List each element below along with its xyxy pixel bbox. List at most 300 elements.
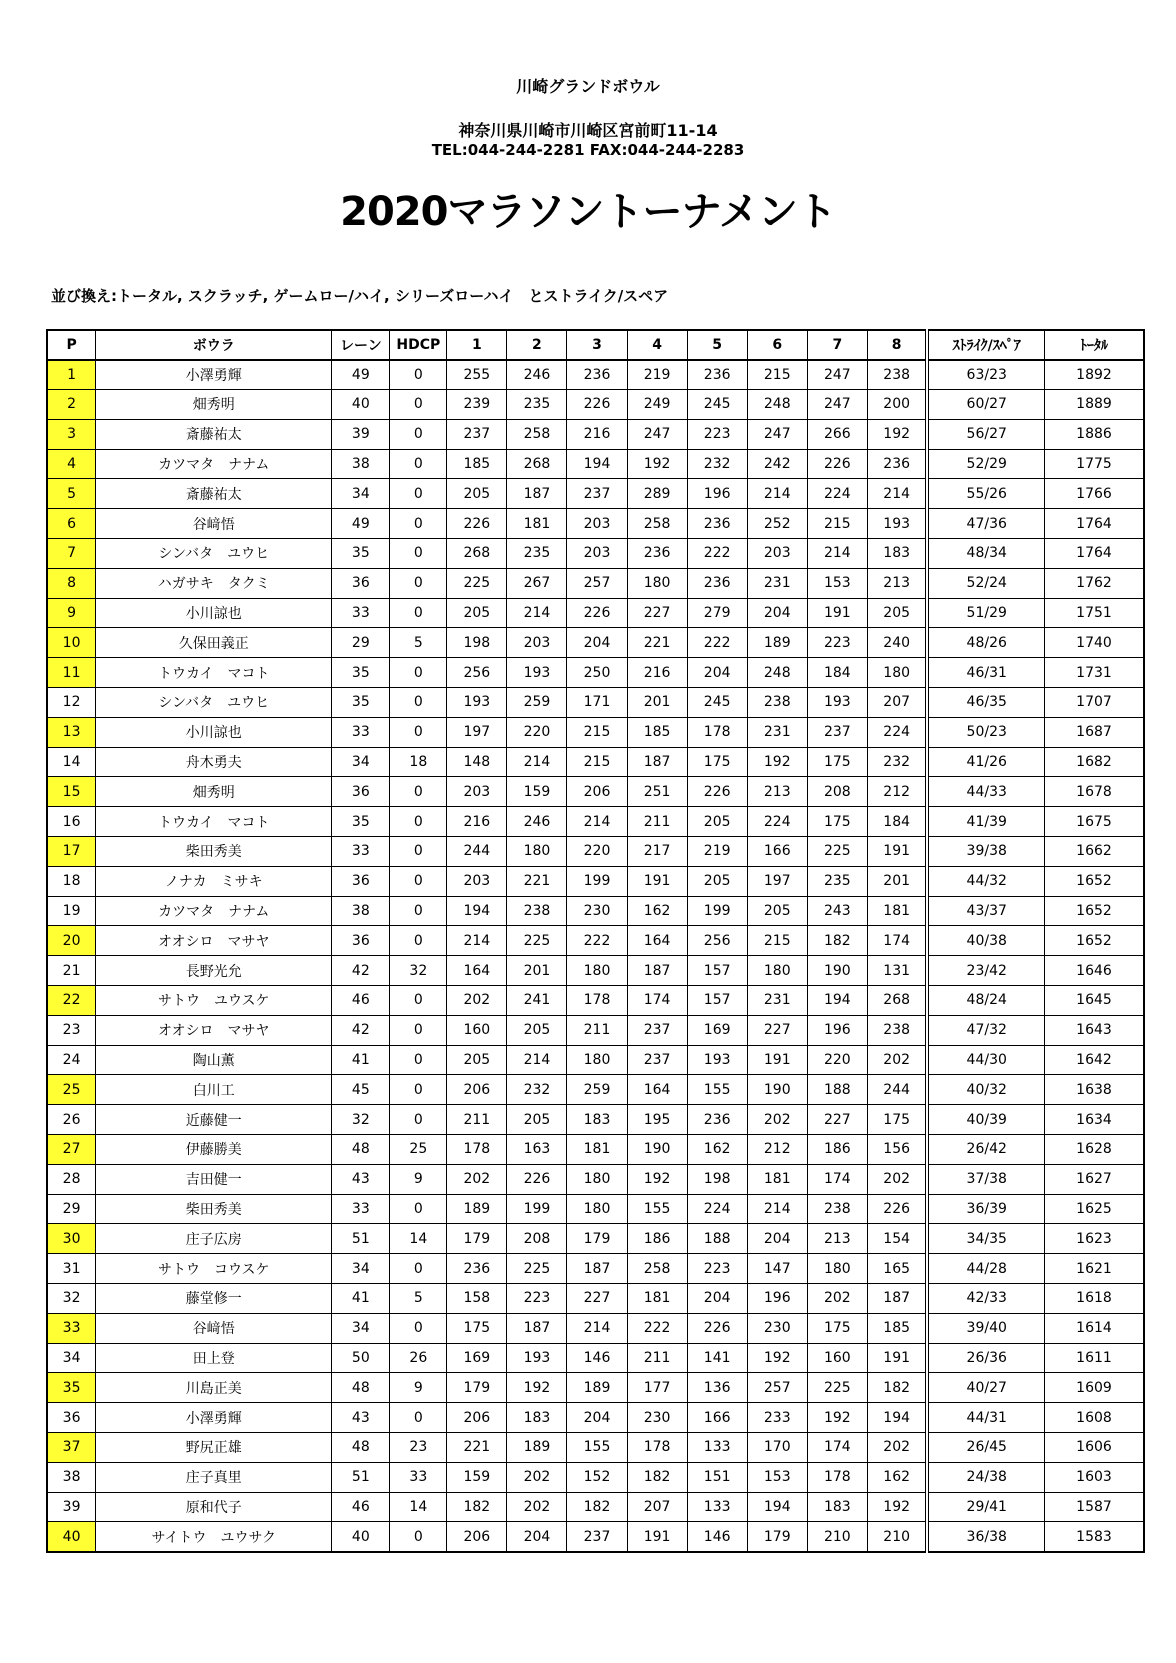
strike-spare-cell: 37/38: [927, 1164, 1044, 1194]
total-cell: 1740: [1044, 628, 1144, 658]
game-8-cell: 181: [867, 896, 927, 926]
game-8-cell: 244: [867, 1075, 927, 1105]
game-1-cell: 206: [447, 1522, 507, 1552]
game-3-cell: 203: [567, 539, 627, 569]
position-cell: 1: [47, 360, 96, 390]
game-2-cell: 203: [507, 628, 567, 658]
hdcp-cell: 0: [390, 1522, 447, 1552]
game-5-cell: 279: [687, 598, 747, 628]
game-5-cell: 222: [687, 628, 747, 658]
game-3-cell: 194: [567, 449, 627, 479]
game-7-cell: 227: [807, 1105, 867, 1135]
game-2-cell: 220: [507, 717, 567, 747]
lane-cell: 51: [332, 1462, 390, 1492]
game-3-cell: 215: [567, 747, 627, 777]
bowler-name-cell: 野尻正雄: [96, 1432, 332, 1462]
game-2-cell: 202: [507, 1462, 567, 1492]
game-7-cell: 237: [807, 717, 867, 747]
game-8-cell: 202: [867, 1432, 927, 1462]
game-6-cell: 191: [747, 1045, 807, 1075]
game-4-cell: 217: [627, 837, 687, 867]
game-2-cell: 214: [507, 747, 567, 777]
game-2-cell: 214: [507, 1045, 567, 1075]
total-cell: 1628: [1044, 1135, 1144, 1165]
total-cell: 1682: [1044, 747, 1144, 777]
game-1-cell: 179: [447, 1373, 507, 1403]
bowler-name-cell: ハガサキ タクミ: [96, 568, 332, 598]
table-row: [47, 1015, 1144, 1045]
bowler-name-cell: 川島正美: [96, 1373, 332, 1403]
strike-spare-cell: 50/23: [927, 717, 1044, 747]
position-cell: 39: [47, 1492, 96, 1522]
game-4-cell: 187: [627, 956, 687, 986]
game-3-cell: 227: [567, 1284, 627, 1314]
lane-cell: 40: [332, 1522, 390, 1552]
game-1-cell: 237: [447, 419, 507, 449]
strike-spare-cell: 47/36: [927, 509, 1044, 539]
strike-spare-cell: 41/39: [927, 807, 1044, 837]
game-4-cell: 181: [627, 1284, 687, 1314]
bowler-name-cell: 近藤健一: [96, 1105, 332, 1135]
bowler-name-cell: 藤堂修一: [96, 1284, 332, 1314]
game-8-cell: 175: [867, 1105, 927, 1135]
game-8-cell: 185: [867, 1313, 927, 1343]
game-2-cell: 235: [507, 390, 567, 420]
game-1-cell: 256: [447, 658, 507, 688]
position-cell: 16: [47, 807, 96, 837]
hdcp-cell: 0: [390, 449, 447, 479]
position-cell: 10: [47, 628, 96, 658]
strike-spare-cell: 48/26: [927, 628, 1044, 658]
strike-spare-cell: 47/32: [927, 1015, 1044, 1045]
game-8-cell: 212: [867, 777, 927, 807]
game-3-cell: 216: [567, 419, 627, 449]
position-cell: 40: [47, 1522, 96, 1552]
game-5-cell: 151: [687, 1462, 747, 1492]
game-7-cell: 175: [807, 807, 867, 837]
lane-cell: 35: [332, 658, 390, 688]
game-5-cell: 162: [687, 1135, 747, 1165]
game-2-cell: 223: [507, 1284, 567, 1314]
position-cell: 29: [47, 1194, 96, 1224]
game-7-cell: 184: [807, 658, 867, 688]
game-7-cell: 192: [807, 1403, 867, 1433]
position-cell: 19: [47, 896, 96, 926]
game-8-cell: 183: [867, 539, 927, 569]
game-1-cell: 214: [447, 926, 507, 956]
bowler-name-cell: 谷﨑悟: [96, 509, 332, 539]
game-8-cell: 202: [867, 1045, 927, 1075]
game-3-cell: 236: [567, 360, 627, 390]
game-7-cell: 225: [807, 1373, 867, 1403]
total-cell: 1587: [1044, 1492, 1144, 1522]
game-7-cell: 160: [807, 1343, 867, 1373]
game-3-cell: 178: [567, 986, 627, 1016]
bowler-name-cell: 原和代子: [96, 1492, 332, 1522]
game-3-cell: 182: [567, 1492, 627, 1522]
game-8-cell: 131: [867, 956, 927, 986]
game-5-cell: 224: [687, 1194, 747, 1224]
game-5-cell: 166: [687, 1403, 747, 1433]
table-row: [47, 1462, 1144, 1492]
game-6-cell: 214: [747, 1194, 807, 1224]
col-header-lane: レーン: [332, 330, 390, 360]
game-1-cell: 160: [447, 1015, 507, 1045]
game-5-cell: 226: [687, 777, 747, 807]
game-2-cell: 238: [507, 896, 567, 926]
game-8-cell: 236: [867, 449, 927, 479]
game-6-cell: 238: [747, 688, 807, 718]
strike-spare-cell: 36/39: [927, 1194, 1044, 1224]
position-cell: 26: [47, 1105, 96, 1135]
game-8-cell: 232: [867, 747, 927, 777]
bowler-name-cell: サトウ ユウスケ: [96, 986, 332, 1016]
game-2-cell: 199: [507, 1194, 567, 1224]
table-row: [47, 479, 1144, 509]
position-cell: 15: [47, 777, 96, 807]
game-5-cell: 223: [687, 1254, 747, 1284]
position-cell: 37: [47, 1432, 96, 1462]
game-4-cell: 236: [627, 539, 687, 569]
game-2-cell: 192: [507, 1373, 567, 1403]
game-6-cell: 196: [747, 1284, 807, 1314]
game-2-cell: 258: [507, 419, 567, 449]
game-3-cell: 155: [567, 1432, 627, 1462]
lane-cell: 40: [332, 390, 390, 420]
table-row: [47, 956, 1144, 986]
game-4-cell: 187: [627, 747, 687, 777]
game-1-cell: 193: [447, 688, 507, 718]
total-cell: 1892: [1044, 360, 1144, 390]
lane-cell: 34: [332, 479, 390, 509]
lane-cell: 48: [332, 1373, 390, 1403]
game-2-cell: 226: [507, 1164, 567, 1194]
game-6-cell: 192: [747, 747, 807, 777]
game-6-cell: 247: [747, 419, 807, 449]
game-8-cell: 184: [867, 807, 927, 837]
game-6-cell: 248: [747, 658, 807, 688]
game-2-cell: 201: [507, 956, 567, 986]
lane-cell: 49: [332, 509, 390, 539]
game-8-cell: 154: [867, 1224, 927, 1254]
col-header-game-1: 1: [447, 330, 507, 360]
table-row: [47, 777, 1144, 807]
bowler-name-cell: 小澤勇輝: [96, 1403, 332, 1433]
total-cell: 1634: [1044, 1105, 1144, 1135]
game-1-cell: 158: [447, 1284, 507, 1314]
header-row: [47, 330, 1144, 360]
game-6-cell: 166: [747, 837, 807, 867]
game-5-cell: 169: [687, 1015, 747, 1045]
total-cell: 1627: [1044, 1164, 1144, 1194]
game-4-cell: 216: [627, 658, 687, 688]
bowler-name-cell: 畑秀明: [96, 777, 332, 807]
total-cell: 1611: [1044, 1343, 1144, 1373]
game-5-cell: 223: [687, 419, 747, 449]
game-5-cell: 245: [687, 390, 747, 420]
bowler-name-cell: 伊藤勝美: [96, 1135, 332, 1165]
game-6-cell: 212: [747, 1135, 807, 1165]
game-1-cell: 221: [447, 1432, 507, 1462]
game-3-cell: 171: [567, 688, 627, 718]
game-4-cell: 192: [627, 449, 687, 479]
bowler-name-cell: 田上登: [96, 1343, 332, 1373]
game-3-cell: 203: [567, 509, 627, 539]
strike-spare-cell: 41/26: [927, 747, 1044, 777]
hdcp-cell: 33: [390, 1462, 447, 1492]
game-6-cell: 257: [747, 1373, 807, 1403]
game-5-cell: 236: [687, 1105, 747, 1135]
bowler-name-cell: 小澤勇輝: [96, 360, 332, 390]
game-1-cell: 255: [447, 360, 507, 390]
total-cell: 1731: [1044, 658, 1144, 688]
position-cell: 20: [47, 926, 96, 956]
game-3-cell: 257: [567, 568, 627, 598]
lane-cell: 41: [332, 1284, 390, 1314]
game-4-cell: 258: [627, 509, 687, 539]
table-row: [47, 688, 1144, 718]
game-4-cell: 177: [627, 1373, 687, 1403]
game-1-cell: 203: [447, 866, 507, 896]
game-3-cell: 226: [567, 598, 627, 628]
hdcp-cell: 0: [390, 419, 447, 449]
strike-spare-cell: 63/23: [927, 360, 1044, 390]
total-cell: 1646: [1044, 956, 1144, 986]
game-4-cell: 289: [627, 479, 687, 509]
game-8-cell: 202: [867, 1164, 927, 1194]
game-4-cell: 164: [627, 926, 687, 956]
game-7-cell: 178: [807, 1462, 867, 1492]
table-row: [47, 1403, 1144, 1433]
hdcp-cell: 0: [390, 1403, 447, 1433]
game-3-cell: 237: [567, 479, 627, 509]
strike-spare-cell: 52/24: [927, 568, 1044, 598]
game-1-cell: 178: [447, 1135, 507, 1165]
game-7-cell: 182: [807, 926, 867, 956]
bowler-name-cell: カツマタ ナナム: [96, 449, 332, 479]
game-7-cell: 215: [807, 509, 867, 539]
lane-cell: 29: [332, 628, 390, 658]
hdcp-cell: 9: [390, 1164, 447, 1194]
game-1-cell: 175: [447, 1313, 507, 1343]
total-cell: 1889: [1044, 390, 1144, 420]
strike-spare-cell: 39/40: [927, 1313, 1044, 1343]
game-8-cell: 187: [867, 1284, 927, 1314]
game-4-cell: 174: [627, 986, 687, 1016]
table-row: [47, 986, 1144, 1016]
game-2-cell: 259: [507, 688, 567, 718]
strike-spare-cell: 44/33: [927, 777, 1044, 807]
bowler-name-cell: 柴田秀美: [96, 837, 332, 867]
lane-cell: 41: [332, 1045, 390, 1075]
game-2-cell: 183: [507, 1403, 567, 1433]
game-3-cell: 180: [567, 1045, 627, 1075]
game-5-cell: 205: [687, 807, 747, 837]
lane-cell: 33: [332, 598, 390, 628]
game-3-cell: 230: [567, 896, 627, 926]
position-cell: 7: [47, 539, 96, 569]
hdcp-cell: 0: [390, 866, 447, 896]
bowler-name-cell: 庄子真里: [96, 1462, 332, 1492]
lane-cell: 36: [332, 926, 390, 956]
game-7-cell: 188: [807, 1075, 867, 1105]
game-7-cell: 247: [807, 390, 867, 420]
strike-spare-cell: 40/39: [927, 1105, 1044, 1135]
total-cell: 1662: [1044, 837, 1144, 867]
lane-cell: 36: [332, 568, 390, 598]
lane-cell: 36: [332, 777, 390, 807]
game-5-cell: 146: [687, 1522, 747, 1552]
position-cell: 32: [47, 1284, 96, 1314]
col-header-game-4: 4: [627, 330, 687, 360]
position-cell: 18: [47, 866, 96, 896]
game-4-cell: 155: [627, 1194, 687, 1224]
game-2-cell: 181: [507, 509, 567, 539]
game-6-cell: 215: [747, 926, 807, 956]
game-5-cell: 204: [687, 658, 747, 688]
game-7-cell: 196: [807, 1015, 867, 1045]
game-5-cell: 188: [687, 1224, 747, 1254]
total-cell: 1886: [1044, 419, 1144, 449]
lane-cell: 42: [332, 956, 390, 986]
game-7-cell: 220: [807, 1045, 867, 1075]
bowler-name-cell: シンバタ ユウヒ: [96, 688, 332, 718]
game-4-cell: 180: [627, 568, 687, 598]
total-cell: 1762: [1044, 568, 1144, 598]
game-6-cell: 170: [747, 1432, 807, 1462]
lane-cell: 33: [332, 837, 390, 867]
game-5-cell: 198: [687, 1164, 747, 1194]
game-7-cell: 190: [807, 956, 867, 986]
lane-cell: 45: [332, 1075, 390, 1105]
position-cell: 27: [47, 1135, 96, 1165]
game-7-cell: 226: [807, 449, 867, 479]
table-row: [47, 1313, 1144, 1343]
game-7-cell: 235: [807, 866, 867, 896]
game-7-cell: 183: [807, 1492, 867, 1522]
bowler-name-cell: 吉田健一: [96, 1164, 332, 1194]
total-cell: 1606: [1044, 1432, 1144, 1462]
position-cell: 13: [47, 717, 96, 747]
game-5-cell: 196: [687, 479, 747, 509]
game-7-cell: 193: [807, 688, 867, 718]
game-4-cell: 237: [627, 1015, 687, 1045]
bowler-name-cell: 斎藤祐太: [96, 419, 332, 449]
game-5-cell: 226: [687, 1313, 747, 1343]
game-5-cell: 205: [687, 866, 747, 896]
game-6-cell: 214: [747, 479, 807, 509]
total-cell: 1707: [1044, 688, 1144, 718]
position-cell: 21: [47, 956, 96, 986]
bowler-name-cell: 斎藤祐太: [96, 479, 332, 509]
hdcp-cell: 0: [390, 717, 447, 747]
game-2-cell: 225: [507, 1254, 567, 1284]
game-7-cell: 238: [807, 1194, 867, 1224]
col-header-total: ﾄｰﾀﾙ: [1044, 330, 1144, 360]
strike-spare-cell: 26/36: [927, 1343, 1044, 1373]
position-cell: 17: [47, 837, 96, 867]
game-8-cell: 210: [867, 1522, 927, 1552]
table-row: [47, 449, 1144, 479]
game-7-cell: 223: [807, 628, 867, 658]
total-cell: 1609: [1044, 1373, 1144, 1403]
game-4-cell: 237: [627, 1045, 687, 1075]
game-8-cell: 205: [867, 598, 927, 628]
table-row: [47, 1522, 1144, 1552]
game-7-cell: 210: [807, 1522, 867, 1552]
col-header-strike-spare: ｽﾄﾗｲｸ/ｽﾍﾟｱ: [927, 330, 1044, 360]
game-2-cell: 246: [507, 807, 567, 837]
col-header-game-2: 2: [507, 330, 567, 360]
game-5-cell: 133: [687, 1492, 747, 1522]
hdcp-cell: 0: [390, 479, 447, 509]
game-5-cell: 204: [687, 1284, 747, 1314]
total-cell: 1652: [1044, 866, 1144, 896]
total-cell: 1603: [1044, 1462, 1144, 1492]
game-2-cell: 235: [507, 539, 567, 569]
total-cell: 1675: [1044, 807, 1144, 837]
game-6-cell: 197: [747, 866, 807, 896]
bowler-name-cell: トウカイ マコト: [96, 807, 332, 837]
venue-name: 川崎グランドボウル: [516, 77, 660, 96]
game-4-cell: 191: [627, 1522, 687, 1552]
game-4-cell: 192: [627, 1164, 687, 1194]
hdcp-cell: 0: [390, 986, 447, 1016]
hdcp-cell: 0: [390, 598, 447, 628]
table-row: [47, 1373, 1144, 1403]
strike-spare-cell: 52/29: [927, 449, 1044, 479]
hdcp-cell: 5: [390, 628, 447, 658]
total-cell: 1625: [1044, 1194, 1144, 1224]
position-cell: 3: [47, 419, 96, 449]
game-3-cell: 187: [567, 1254, 627, 1284]
bowler-name-cell: 舟木勇夫: [96, 747, 332, 777]
game-6-cell: 190: [747, 1075, 807, 1105]
game-3-cell: 226: [567, 390, 627, 420]
lane-cell: 48: [332, 1432, 390, 1462]
game-2-cell: 163: [507, 1135, 567, 1165]
sort-note: 並び換え:トータル, スクラッチ, ゲームロー/ハイ, シリーズローハイ とストライク/スペア: [51, 287, 669, 305]
strike-spare-cell: 23/42: [927, 956, 1044, 986]
game-6-cell: 181: [747, 1164, 807, 1194]
game-2-cell: 214: [507, 598, 567, 628]
game-4-cell: 230: [627, 1403, 687, 1433]
game-4-cell: 178: [627, 1432, 687, 1462]
table-row: [47, 1343, 1144, 1373]
game-2-cell: 268: [507, 449, 567, 479]
game-8-cell: 224: [867, 717, 927, 747]
table-row: [47, 1045, 1144, 1075]
position-cell: 34: [47, 1343, 96, 1373]
game-3-cell: 189: [567, 1373, 627, 1403]
game-2-cell: 232: [507, 1075, 567, 1105]
game-3-cell: 183: [567, 1105, 627, 1135]
game-1-cell: 185: [447, 449, 507, 479]
total-cell: 1618: [1044, 1284, 1144, 1314]
game-1-cell: 206: [447, 1403, 507, 1433]
lane-cell: 49: [332, 360, 390, 390]
game-3-cell: 204: [567, 1403, 627, 1433]
game-6-cell: 231: [747, 568, 807, 598]
game-1-cell: 169: [447, 1343, 507, 1373]
page-title: 2020マラソントーナメント: [340, 189, 836, 235]
game-8-cell: 192: [867, 419, 927, 449]
table-row: [47, 598, 1144, 628]
table-row: [47, 866, 1144, 896]
table-row: [47, 360, 1144, 390]
game-2-cell: 246: [507, 360, 567, 390]
game-6-cell: 147: [747, 1254, 807, 1284]
